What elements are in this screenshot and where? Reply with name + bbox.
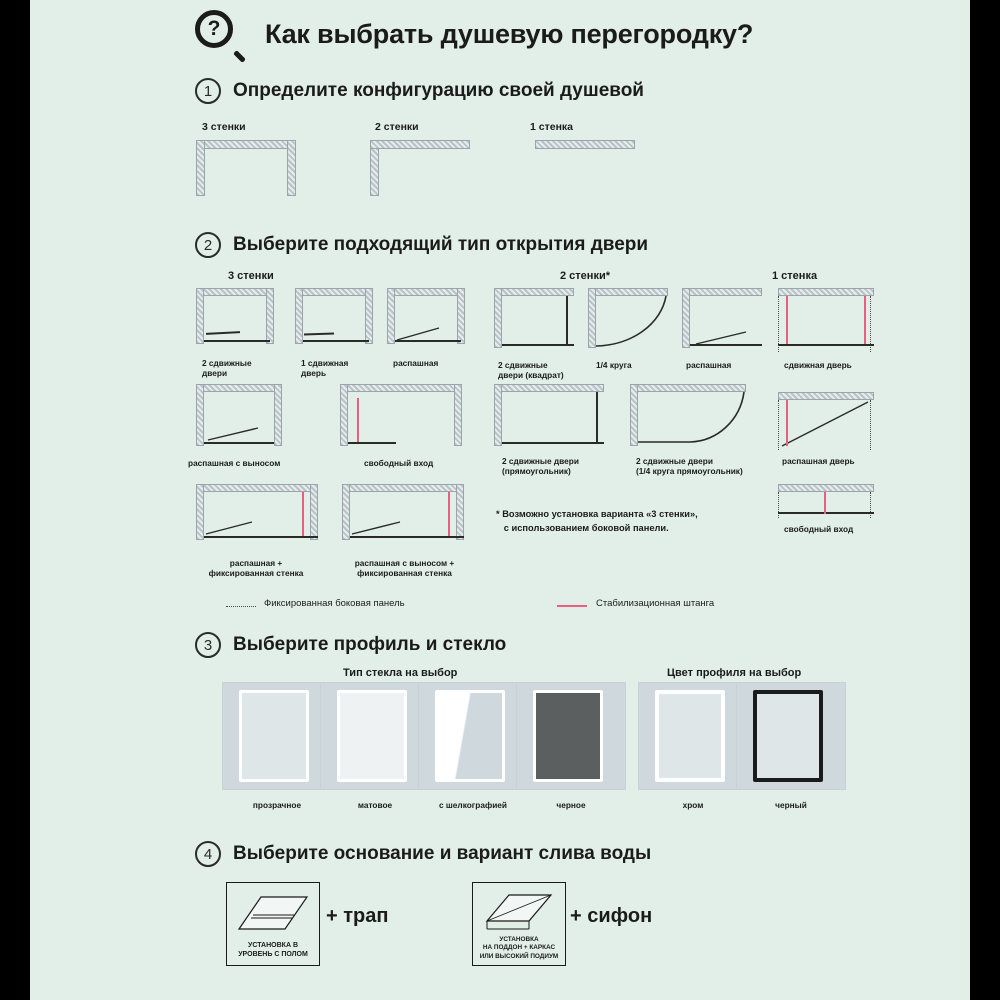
legend-label-side-panel: Фиксированная боковая панель — [264, 598, 405, 609]
profile-sample-chrome — [655, 690, 725, 782]
step-2-number: 2 — [195, 232, 221, 258]
caption-1w-free-entry: свободный вход — [784, 524, 854, 534]
caption-2w-2sliding-square: 2 сдвижные двери (квадрат) — [498, 360, 564, 381]
glass-sample-matte — [337, 690, 407, 782]
step-1-number: 1 — [195, 78, 221, 104]
step-1-header — [195, 78, 644, 104]
step2-group-label-3walls: 3 стенки — [228, 270, 274, 282]
legend-label-stabilizer: Стабилизационная штанга — [596, 598, 715, 609]
step1-1wall-bar — [535, 140, 635, 149]
drain-label-trap: + трап — [326, 905, 389, 927]
caption-2w-swing: распашная — [686, 360, 732, 370]
drain-caption-tray: УСТАНОВКА НА ПОДДОН + КАРКАС ИЛИ ВЫСОКИЙ ПОДИУМ — [479, 936, 559, 960]
step-2-title: Выберите подходящий тип открытия двери — [233, 234, 649, 255]
caption-3w-swing-offset: распашная с выносом — [188, 458, 281, 468]
profile-label-chrome: хром — [682, 800, 704, 810]
drain-diagram-floor-level — [226, 882, 320, 966]
step2-note: * Возможно установка варианта «3 стенки», с использованием боковой панели. — [496, 509, 698, 533]
glass-label-black: черное — [556, 800, 586, 810]
glass-label-silkscreen: с шелкографией — [438, 800, 508, 810]
step1-3walls-right — [287, 140, 296, 196]
legend-solid-sample — [557, 605, 587, 607]
step-1-title: Определите конфигурацию своей душевой — [233, 80, 644, 101]
step1-option-label-2walls: 2 стенки — [375, 121, 419, 133]
glass-label-matte: матовое — [357, 800, 393, 810]
page-title: Как выбрать душевую перегородку? — [265, 18, 754, 49]
glass-type-heading: Тип стекла на выбор — [343, 667, 458, 679]
step2-group-label-2walls: 2 стенки* — [560, 270, 610, 282]
caption-3w-free-entry: свободный вход — [364, 458, 434, 468]
glass-sample-clear — [239, 690, 309, 782]
magnifier-glyph: ? — [207, 17, 221, 40]
poster-canvas — [30, 0, 970, 1000]
glass-label-clear: прозрачное — [252, 800, 302, 810]
profile-sample-black — [753, 690, 823, 782]
step1-3walls-left — [196, 140, 205, 196]
caption-3w-2sliding: 2 сдвижные двери — [202, 358, 252, 379]
glass-sample-black — [533, 690, 603, 782]
step-4-header — [195, 841, 651, 867]
caption-3w-swing: распашная — [393, 358, 439, 368]
caption-2w-2sliding-rect: 2 сдвижные двери (прямоугольник) — [502, 456, 579, 477]
drain-diagram-tray — [472, 882, 566, 966]
caption-3w-swing-offset-fixed: распашная с выносом + фиксированная стенка — [354, 558, 455, 579]
magnifier-question-icon — [195, 10, 243, 58]
step1-2walls-horizontal — [370, 140, 470, 149]
step-2-header — [195, 232, 648, 258]
step-3-title: Выберите профиль и стекло — [233, 634, 507, 655]
step-4-title: Выберите основание и вариант слива воды — [233, 843, 652, 864]
caption-1w-sliding: сдвижная дверь — [784, 360, 852, 370]
caption-1w-swing: распашная дверь — [782, 456, 855, 466]
drain-caption-floor-level: УСТАНОВКА В УРОВЕНЬ С ПОЛОМ — [238, 941, 308, 958]
step2-group-label-1wall: 1 стенка — [772, 270, 818, 282]
step-4-number: 4 — [195, 841, 221, 867]
glass-sample-silkscreen — [435, 690, 505, 782]
caption-3w-1sliding: 1 сдвижная дверь — [301, 358, 349, 379]
caption-2w-quarter-circle: 1/4 круга — [596, 360, 632, 370]
caption-3w-swing-fixed: распашная + фиксированная стенка — [208, 558, 304, 579]
step1-3walls-top — [196, 140, 296, 149]
step-3-header — [195, 632, 506, 658]
drain-label-siphon: + сифон — [570, 905, 653, 927]
step1-option-label-1wall: 1 стенка — [530, 121, 574, 133]
profile-label-black: черный — [775, 800, 807, 810]
legend-dotted-sample — [226, 606, 256, 607]
caption-2w-2sliding-quarter-rect: 2 сдвижные двери (1/4 круга прямоугольник) — [636, 456, 743, 477]
profile-color-heading: Цвет профиля на выбор — [667, 667, 802, 679]
step-3-number: 3 — [195, 632, 221, 658]
step1-option-label-3walls: 3 стенки — [202, 121, 246, 133]
poster-header — [195, 10, 753, 58]
